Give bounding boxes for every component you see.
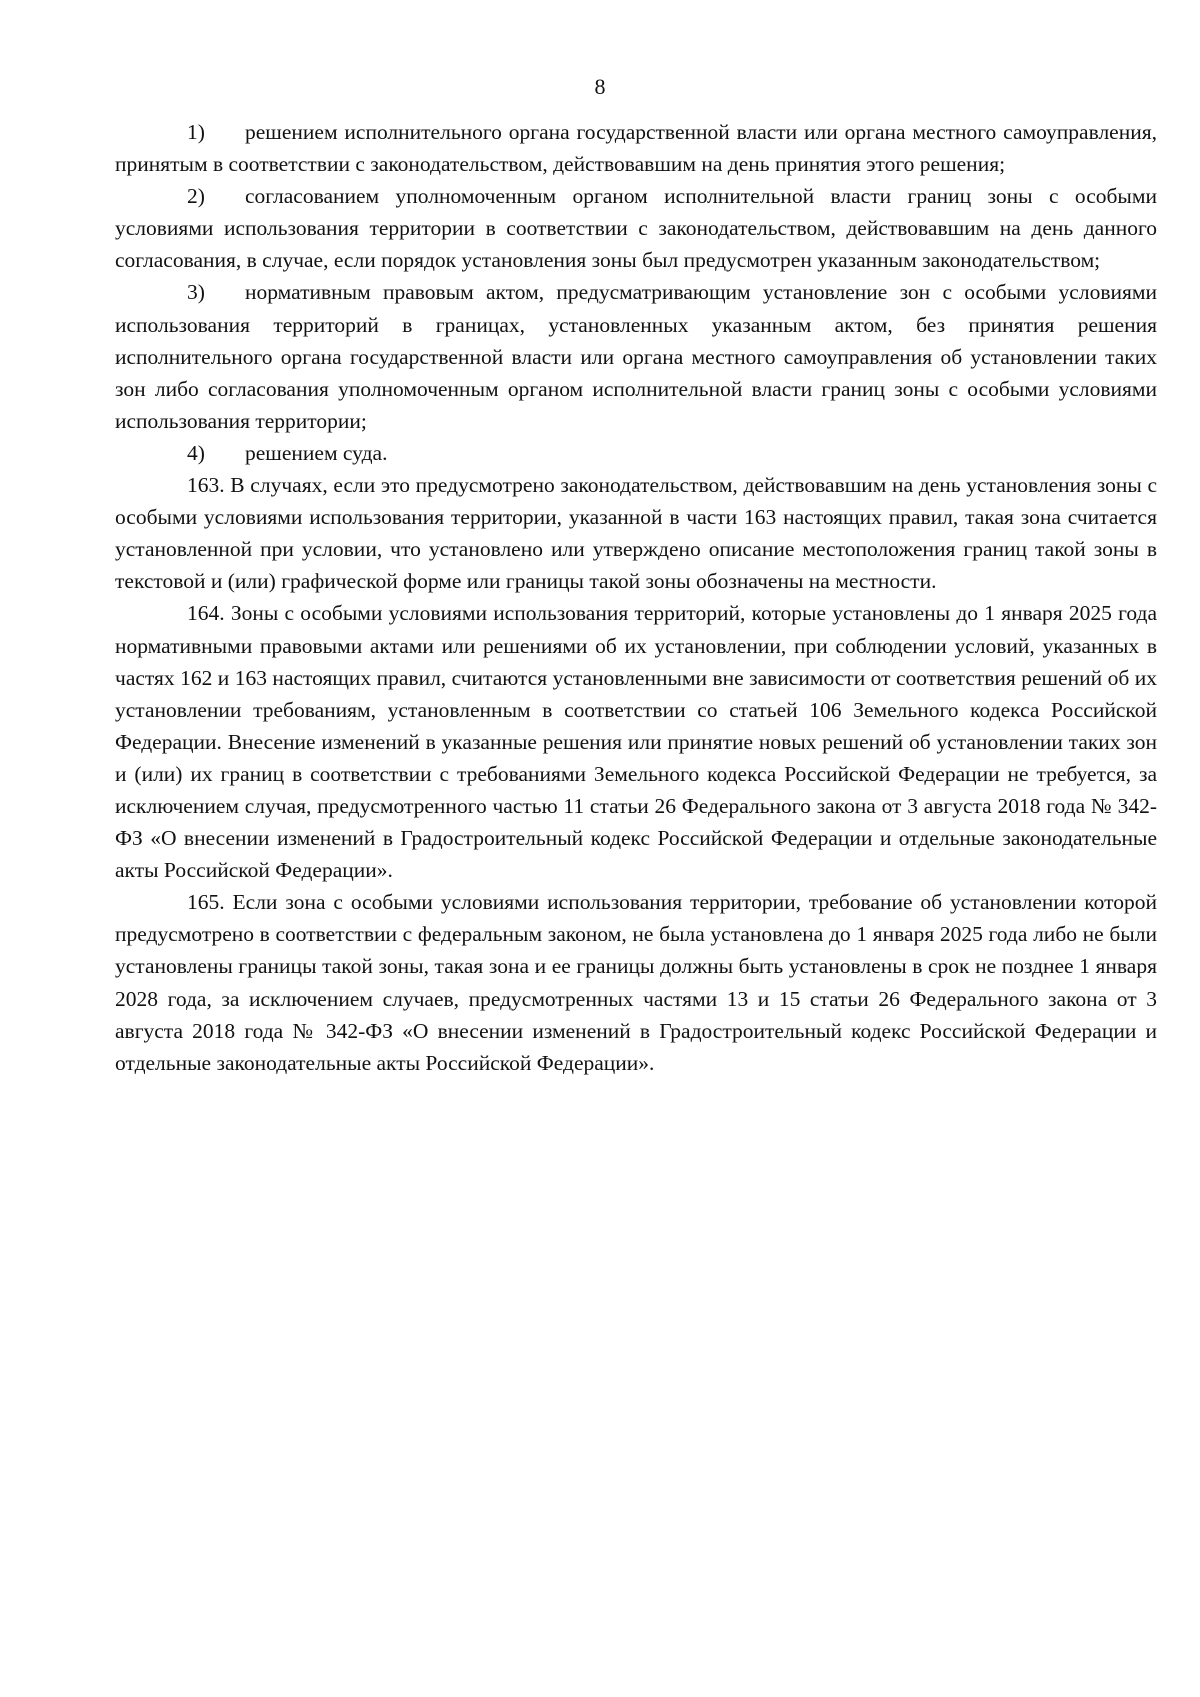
list-item-3	[115, 276, 1157, 436]
list-item-text: нормативным правовым актом, предусматривающим установление зон с особыми условиями использования территорий в границах, установленных указанным актом, без принятия решения исполнительного органа государственной власти или органа местного самоуправления об установлении таких зон либо согласования уполномоченным органом исполнительной власти границ зоны с особыми условиями использования территории;	[115, 280, 1157, 433]
paragraph-165: 165. Если зона с особыми условиями использования территории, требование об установлении которой предусмотрено в соответствии с федеральным законом, не была установлена до 1 января 2025 года либо не были установлены границы такой зоны, такая зона и ее границы должны быть установлены в срок не позднее 1 января 2028 года, за исключением случаев, предусмотренных частями 13 и 15 статьи 26 Федерального закона от 3 августа 2018 года № 342-ФЗ «О внесении изменений в Градостроительный кодекс Российской Федерации и отдельные законодательные акты Российской Федерации».	[115, 890, 1157, 1075]
paragraph-164: 164. Зоны с особыми условиями использования территорий, которые установлены до 1 января 2025 года нормативными правовыми актами или решениями об их установлении, при соблюдении условий, указанных в частях 162 и 163 настоящих правил, считаются установленными вне зависимости от соответствия решений об их установлении требованиям, установленным в соответствии со статьей 106 Земельного кодекса Российской Федерации. Внесение изменений в указанные решения или принятие новых решений об установлении таких зон и (или) их границ в соответствии с требованиями Земельного кодекса Российской Федерации не требуется, за исключением случая, предусмотренного частью 11 статьи 26 Федерального закона от 3 августа 2018 года № 342-ФЗ «О внесении изменений в Градостроительный кодекс Российской Федерации и отдельные законодательные акты Российской Федерации».	[115, 601, 1157, 883]
list-item-number: 4)	[187, 440, 205, 465]
document-body	[115, 116, 1157, 1079]
page-number: 8	[594, 74, 606, 99]
list-item-number: 1)	[187, 120, 205, 144]
list-item-text: решением исполнительного органа государственной власти или органа местного самоуправления, принятым в соответствии с законодательством, действовавшим на день принятия этого решения;	[115, 120, 1157, 177]
list-item-4	[115, 437, 1157, 469]
list-item-text: согласованием уполномоченным органом исполнительной власти границ зоны с особыми условиями использования территории в соответствии с законодательством, действовавшим на день данного согласования, в случае, если порядок установления зоны был предусмотрен указанным законодательством;	[115, 184, 1157, 273]
list-item-number: 3)	[187, 280, 205, 305]
list-item-2	[115, 180, 1157, 276]
paragraph-163: 163. В случаях, если это предусмотрено законодательством, действовавшим на день установления зоны с особыми условиями использования территории, указанной в части 163 настоящих правил, такая зона считается установленной при условии, что установлено или утверждено описание местоположения границ такой зоны в текстовой и (или) графической форме или границы такой зоны обозначены на местности.	[115, 473, 1157, 594]
list-item-number: 2)	[187, 184, 205, 209]
list-item-1	[115, 116, 1157, 180]
list-item-text: решением суда.	[245, 440, 388, 465]
